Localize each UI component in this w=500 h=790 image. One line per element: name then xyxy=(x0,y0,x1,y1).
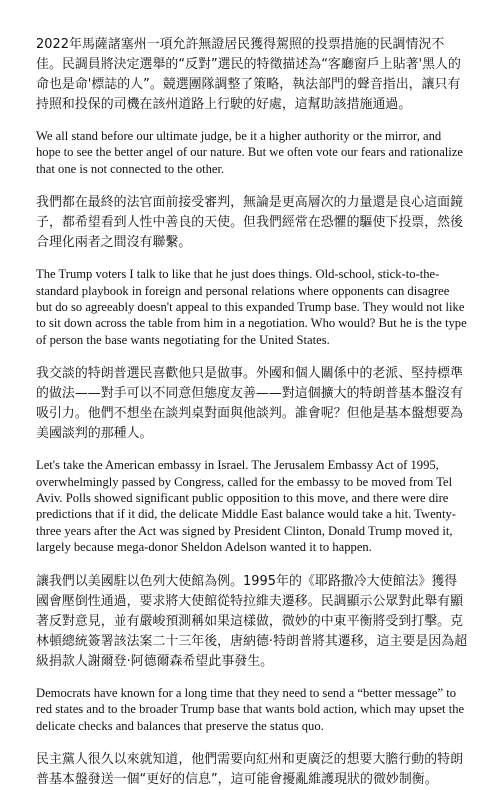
paragraph-zh-5: 民主黨人很久以來就知道，他們需要向紅州和更廣泛的想要大膽行動的特朗普基本盤發送一個“更好的信息”，這可能會擾亂維護現狀的微妙制衡。 xyxy=(36,751,464,787)
document-body xyxy=(36,35,468,790)
paragraph-zh-3: 我交談的特朗普選民喜歡他只是做事。外國和個人關係中的老派、堅持標準的做法——對手可以不同意但態度友善——對這個擴大的特朗普基本盤沒有吸引力。他們不想坐在談判桌對面與他談判。誰會呢？但他是基本盤想要為美國談判的那種人。 xyxy=(36,366,464,442)
paragraph-en-4: Democrats have known for a long time that they need to send a “better message” to red states and to the broader Trump base that wants bold action, which may upset the delicate checks and balances that preserve the status quo. xyxy=(36,685,465,733)
paragraph-en-3: Let's take the American embassy in Israel. The Jerusalem Embassy Act of 1995, overwhelmingly passed by Congress, called for the embassy to be moved from Tel Aviv. Polls showed significant public opposition to this move, and there were dire predictions that if it did, the delicate Middle East balance would take a hit. Twenty-three years after the Act was signed by President Clinton, Donald Trump moved it, largely because mega-donor Sheldon Adelson wanted it to happen. xyxy=(36,458,456,555)
paragraph-zh-4: 讓我們以美國駐以色列大使館為例。1995年的《耶路撒冷大使館法》獲得國會壓倒性通過，要求將大使館從特拉維夫遷移。民調顯示公眾對此舉有顯著反對意見，並有嚴峻預測稱如果這樣做，微妙的中東平衡將受到打擊。克林頓總統簽署該法案二十三年後，唐納德·特朗普將其遷移，這主要是因為超級捐款人謝爾登·阿德爾森希望此事發生。 xyxy=(36,573,468,669)
paragraph-en-2: The Trump voters I talk to like that he just does things. Old-school, stick-to-the-standard playbook in foreign and personal relations where opponents can disagree but do so agreeably doesn't appeal to this expanded Trump base. They would not like to sit down across the table from him in a negotiation. Who would? But he is the type of person the base wants negotiating for the United States. xyxy=(36,267,467,347)
paragraph-zh-1: 2022年馬薩諸塞州一項允許無證居民獲得駕照的投票措施的民調情況不佳。民調員將決定選舉的“反對”選民的特徵描述為“客廳窗戶上貼著'黑人的命也是命'標誌的人”。競選團隊調整了策略，執法部門的聲音指出，讓只有持照和投保的司機在該州道路上行駛的好處，這幫助該措施通過。 xyxy=(36,37,461,112)
paragraph-zh-2: 我們都在最終的法官面前接受審判，無論是更高層次的力量還是良心這面鏡子，都希望看到人性中善良的天使。但我們經常在恐懼的驅使下投票，然後合理化兩者之間沒有聯繫。 xyxy=(36,195,464,251)
paragraph-en-1: We all stand before our ultimate judge, be it a higher authority or the mirror, and hope to see the better angel of our nature. But we often vote our fears and rationalize that one is not connected to the other. xyxy=(36,129,463,176)
